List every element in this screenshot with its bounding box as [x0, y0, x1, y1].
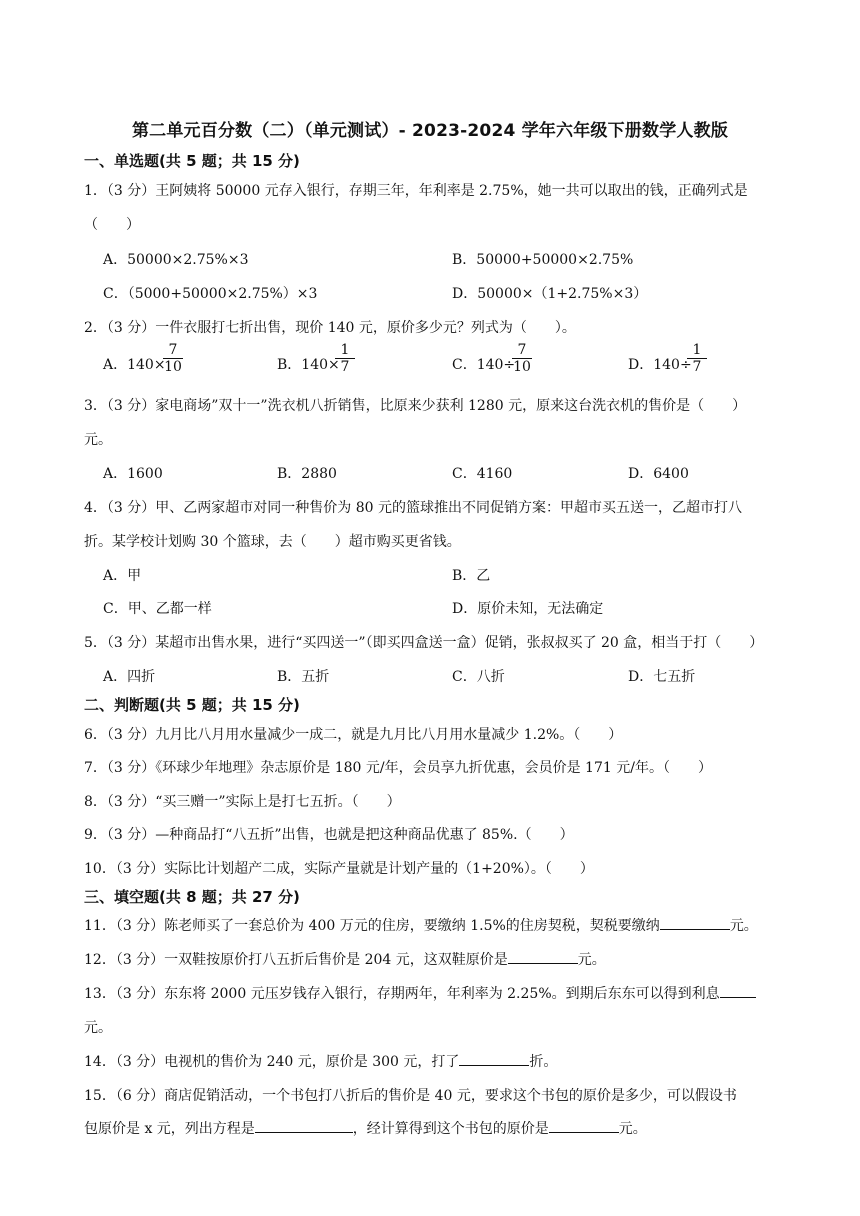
fraction-denominator: 10 [164, 359, 182, 375]
question-1-option-c: C．（5000+50000×2.75%）×3 [103, 286, 318, 302]
fraction-numerator: 1 [335, 342, 355, 359]
question-15-text: 15．（6 分）商店促销活动，一个书包打八折后的售价是 40 元，要求这个书包的原价是多少，可以假设书 [84, 1088, 737, 1104]
question-2-option-b-prefix: B．140× [277, 357, 340, 373]
question-15-middle: ，经计算得到这个书包的原价是 [352, 1121, 549, 1137]
question-12-text [84, 949, 606, 969]
question-5-option-c: C．八折 [452, 669, 505, 685]
question-2-option-c-fraction [512, 342, 532, 375]
question-3-option-b: B．2880 [277, 466, 337, 482]
fraction-denominator: 10 [513, 359, 531, 375]
question-4-option-c: C．甲、乙都一样 [103, 601, 212, 617]
question-12-prompt: 12．（3 分）一双鞋按原价打八五折后售价是 204 元，这双鞋原价是 [84, 952, 508, 968]
answer-blank[interactable] [549, 1118, 619, 1133]
section-heading-true-false: 二、判断题(共 5 题；共 15 分) [84, 696, 300, 714]
question-5-option-d: D．七五折 [628, 669, 696, 685]
question-4-option-b: B．乙 [452, 568, 491, 584]
question-2-option-c-prefix: C．140÷ [452, 357, 516, 373]
fraction-numerator: 1 [687, 342, 707, 359]
question-13-prompt: 13．（3 分）东东将 2000 元压岁钱存入银行，存期两年，年利率为 2.25%。到期后东东可以得到利息 [84, 986, 720, 1002]
question-12-unit: 元。 [577, 952, 606, 968]
section-heading-fill-in: 三、填空题(共 8 题；共 27 分) [84, 888, 300, 906]
question-3-continuation: 元。 [84, 432, 112, 448]
question-14-unit: 折。 [529, 1054, 558, 1070]
answer-blank[interactable] [660, 915, 730, 930]
question-4-text: 4．（3 分）甲、乙两家超市对同一种售价为 80 元的篮球推出不同促销方案：甲超市买五送一，乙超市打八 [84, 500, 742, 516]
question-1-option-d: D．50000×（1+2.75%×3） [452, 286, 648, 302]
question-11-unit: 元。 [729, 918, 758, 934]
question-1-option-a: A．50000×2.75%×3 [103, 252, 249, 268]
question-5-text: 5．（3 分）某超市出售水果，进行“买四送一”（即买四盒送一盒）促销，张叔叔买了 20 盒，相当于打（ ） [84, 635, 764, 651]
question-2-text: 2．（3 分）一件衣服打七折出售，现价 140 元，原价多少元？列式为（ ）。 [84, 320, 576, 336]
question-14-prompt: 14．（3 分）电视机的售价为 240 元，原价是 300 元，打了 [84, 1054, 460, 1070]
page-title: 第二单元百分数（二）（单元测试）- 2023-2024 学年六年级下册数学人教版 [131, 121, 729, 141]
question-14-text [84, 1051, 557, 1071]
question-2-option-d-prefix: D．140÷ [628, 357, 692, 373]
question-2-option-a-prefix: A．140× [103, 357, 166, 373]
question-1-continuation: （ ） [84, 217, 140, 233]
question-4-option-d: D．原价未知，无法确定 [452, 601, 604, 617]
question-1-text: 1．（3 分）王阿姨将 50000 元存入银行，存期三年，年利率是 2.75%，她一共可以取出的钱，正确列式是 [84, 183, 748, 199]
equation-blank[interactable] [255, 1118, 353, 1133]
question-10-text: 10．（3 分）实际比计划超产二成，实际产量就是计划产量的（1+20%）。（ ） [84, 861, 594, 877]
question-15-prompt: 包原价是 x 元，列出方程是 [84, 1121, 255, 1137]
question-7-text: 7．（3 分）《环球少年地理》杂志原价是 180 元/年，会员享九折优惠，会员价是 171 元/年。（ ） [84, 760, 712, 776]
question-3-option-a: A．1600 [103, 466, 163, 482]
question-13-text [84, 983, 756, 1003]
question-4-option-a: A．甲 [103, 568, 142, 584]
answer-blank[interactable] [508, 949, 578, 964]
fraction-numerator: 7 [512, 342, 532, 359]
question-2-option-a [103, 354, 166, 374]
question-9-text: 9．（3 分）—种商品打“八五折”出售，也就是把这种商品优惠了 85%.（ ） [84, 827, 574, 843]
fraction-numerator: 7 [163, 342, 183, 359]
question-3-option-c: C．4160 [452, 466, 513, 482]
fraction-denominator: 7 [340, 359, 350, 375]
answer-blank[interactable] [720, 983, 756, 998]
question-11-prompt: 11．（3 分）陈老师买了一套总价为 400 万元的住房，要缴纳 1.5%的住房契税，契税要缴纳 [84, 918, 660, 934]
question-13-continuation: 元。 [84, 1020, 112, 1036]
question-1-option-b: B．50000+50000×2.75% [452, 252, 634, 268]
question-15-continuation [84, 1118, 647, 1138]
question-3-option-d: D．6400 [628, 466, 689, 482]
question-2-option-a-fraction [163, 342, 183, 375]
section-heading-single-choice: 一、单选题(共 5 题；共 15 分) [84, 152, 300, 170]
question-5-option-a: A．四折 [103, 669, 156, 685]
question-6-text: 6．（3 分）九月比八月用水量减少一成二，就是九月比八月用水量减少 1.2%。（ ） [84, 727, 623, 743]
question-2-option-b-fraction [335, 342, 355, 375]
question-2-option-d-fraction [687, 342, 707, 375]
fraction-denominator: 7 [692, 359, 702, 375]
question-2-option-d [628, 354, 692, 374]
question-3-text: 3．（3 分）家电商场”双十一”洗衣机八折销售，比原来少获利 1280 元，原来这台洗衣机的售价是（ ） [84, 398, 747, 414]
answer-blank[interactable] [459, 1051, 529, 1066]
question-5-option-b: B．五折 [277, 669, 330, 685]
question-15-unit: 元。 [618, 1121, 647, 1137]
question-2-option-b [277, 354, 340, 374]
question-4-continuation: 折。某学校计划购 30 个篮球，去（ ）超市购买更省钱。 [84, 534, 461, 550]
question-11-text [84, 915, 758, 935]
question-8-text: 8．（3 分）“买三赠一”实际上是打七五折。（ ） [84, 794, 401, 810]
question-2-option-c [452, 354, 515, 374]
